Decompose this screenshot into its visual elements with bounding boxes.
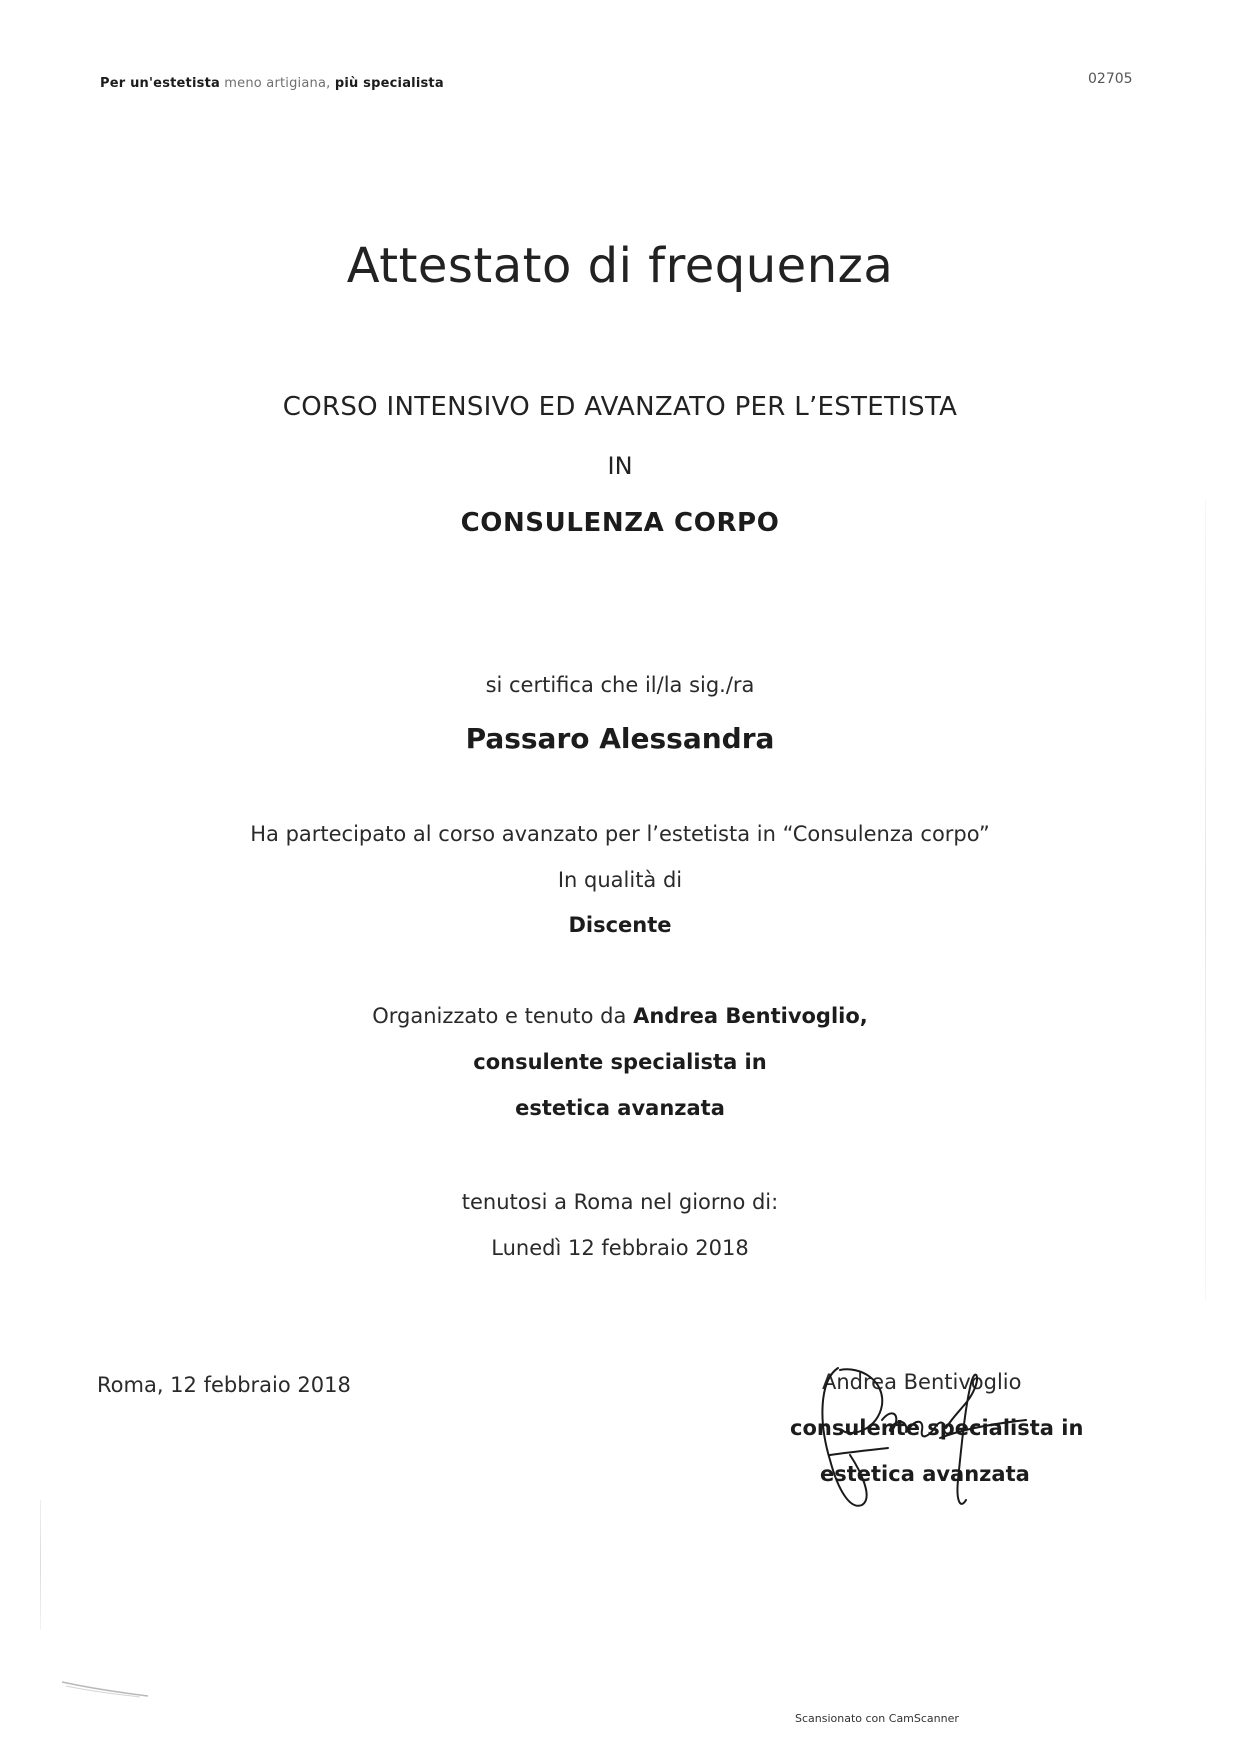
organizer-line xyxy=(0,1004,1240,1028)
participation-statement: Ha partecipato al corso avanzato per l’estetista in “Consulenza corpo” xyxy=(250,822,990,846)
header-tagline xyxy=(100,76,444,91)
recipient-name: Passaro Alessandra xyxy=(465,722,775,755)
signer-title-line2: estetica avanzata xyxy=(820,1462,1030,1486)
course-subject: CONSULENZA CORPO xyxy=(460,508,780,538)
held-date: Lunedì 12 febbraio 2018 xyxy=(491,1236,749,1260)
quality-label: In qualità di xyxy=(557,868,683,892)
tagline-part3: più specialista xyxy=(334,76,444,91)
paper-edge-right xyxy=(1205,500,1206,1300)
tagline-part1: Per un'estetista xyxy=(100,76,220,91)
signer-title-line1: consulente specialista in xyxy=(790,1416,1084,1440)
camscanner-watermark: Scansionato con CamScanner xyxy=(795,1712,959,1725)
certifies-label: si certifica che il/la sig./ra xyxy=(485,673,755,697)
handwritten-signature xyxy=(790,1360,1050,1520)
paper-edge-left xyxy=(40,1500,41,1630)
paper-fold-mark xyxy=(60,1680,150,1698)
course-name: CORSO INTENSIVO ED AVANZATO PER L’ESTETISTA xyxy=(282,392,958,422)
signer-name: Andrea Bentivoglio xyxy=(822,1370,1022,1394)
certificate-title: Attestato di frequenza xyxy=(346,238,894,294)
held-label: tenutosi a Roma nel giorno di: xyxy=(461,1190,779,1214)
course-in: IN xyxy=(607,452,633,480)
place-and-date: Roma, 12 febbraio 2018 xyxy=(97,1373,351,1397)
organizer-title-line2: estetica avanzata xyxy=(515,1096,725,1120)
participant-role: Discente xyxy=(568,913,672,937)
serial-number: 02705 xyxy=(1088,71,1133,87)
organizer-title-line1: consulente specialista in xyxy=(473,1050,767,1074)
organizer-name: Andrea Bentivoglio, xyxy=(633,1004,868,1028)
tagline-part2: meno artigiana, xyxy=(224,76,331,91)
organizer-prefix: Organizzato e tenuto da xyxy=(372,1004,627,1028)
